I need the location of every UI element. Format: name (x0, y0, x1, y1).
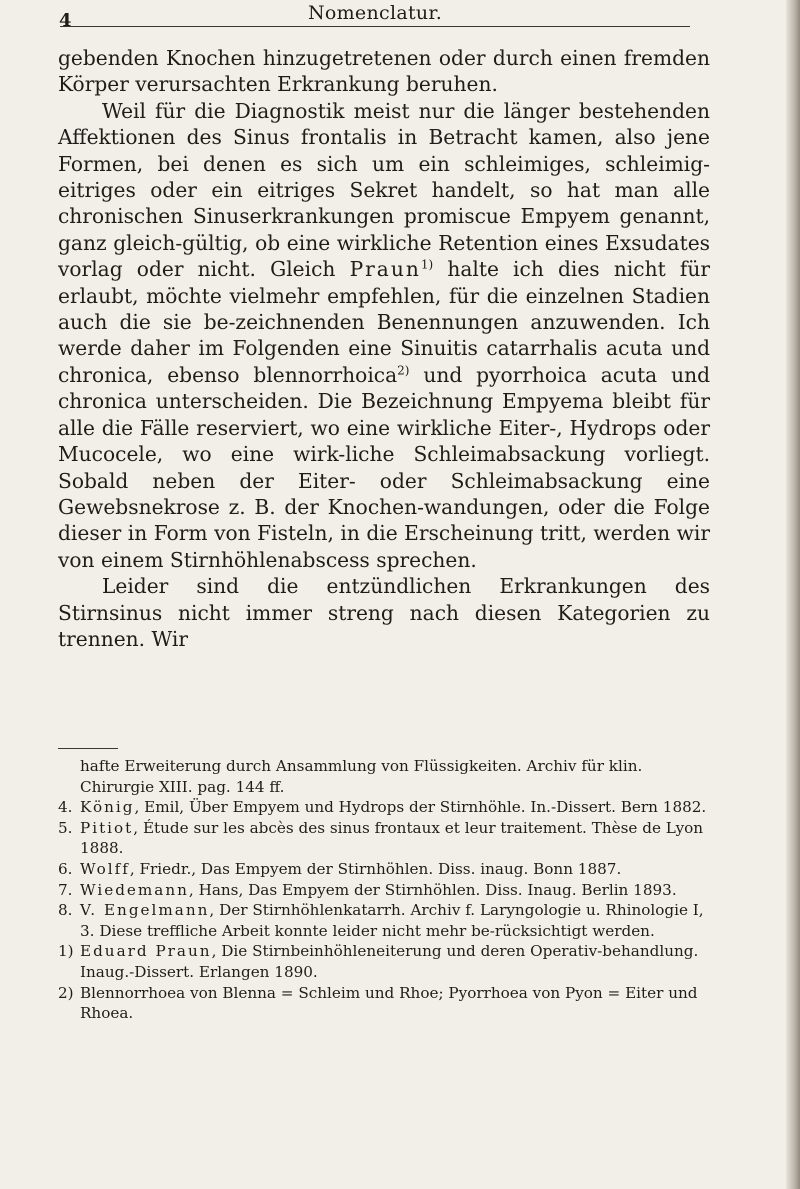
bibliography-item: 4. König, Emil, Über Empyem und Hydrops der Stirnhöhle. In.-Dissert. Bern 1882. (58, 798, 707, 817)
paragraph-text-b: halte ich dies nicht für erlaubt, möchte vielmehr empfehlen, für die einzelnen Stadien auch die sie be-zeichnenden Benennungen anzuwenden. Ich werde daher im Folgenden eine Sinuitis catarrhalis acuta und chronica, ebenso blennorrhoica (58, 257, 711, 387)
author-name: Eduard Praun (80, 942, 212, 961)
footnote-ref-2: 2) (397, 363, 410, 378)
bibliography-continuation: hafte Erweiterung durch Ansammlung von Flüssigkeiten. Archiv für klin. Chirurgie XIII. pag. 144 ff. (80, 757, 643, 796)
footnotes (58, 756, 710, 1024)
footnote-1: 1) Eduard Praun, Die Stirnbeinhöhleneiterung und deren Operativ-behandlung. Inaug.-Dissert. Erlangen 1890. (58, 942, 699, 981)
paragraph-continuation: gebenden Knochen hinzugetretenen oder durch einen fremden Körper verursachten Erkrankung beruhen. (58, 46, 710, 97)
footnote-rule (58, 748, 118, 749)
bibliography-item: 6. Wolff, Friedr., Das Empyem der Stirnhöhlen. Diss. inaug. Bonn 1887. (58, 859, 622, 878)
bibliography-item: 7. Wiedemann, Hans, Das Empyem der Stirnhöhlen. Diss. Inaug. Berlin 1893. (58, 880, 677, 899)
bibliography-item: 8. V. Engelmann, Der Stirnhöhlenkatarrh. Archiv f. Laryngologie u. Rhinologie I, 3. Diese treffliche Arbeit konnte leider nicht mehr be-rücksichtigt werden. (58, 901, 704, 940)
footnote-2: 2) Blennorrhoea von Blenna = Schleim und Rhoe; Pyorrhoea von Pyon = Eiter und Rhoea. (58, 983, 698, 1023)
paragraph-text-a: Weil für die Diagnostik meist nur die länger bestehenden Affektionen des Sinus frontalis in Betracht kamen, also jene Formen, bei denen es sich um ein schleimiges, schleimig-eitriges oder ein eitriges Sekret handelt, so hat man alle chronischen Sinuserkrankungen promiscue Empyem genannt, ganz gleich-gültig, ob eine wirkliche Retention eines Exsudates vorlag oder nicht. Gleich (58, 98, 710, 282)
author-name: Wolff (80, 859, 130, 878)
author-name: Pitiot (80, 818, 134, 837)
author-name: König (80, 798, 135, 817)
paragraph-text-c: und pyorrhoica acuta und chronica unterscheiden. Die Bezeichnung Empyema bleibt für alle die Fälle reserviert, wo eine wirkliche Eiter-, Hydrops oder Mucocele, wo eine wirk-liche Schleimabsackung vorliegt. Sobald neben der Eiter- oder Schleimabsackung eine Gewebsnekrose z. B. der Knochen-wandungen, oder die Folge dieser in Form von Fisteln, in die Erscheinung tritt, werden wir von einem Stirnhöhlenabscess sprechen. (58, 362, 711, 572)
paragraph-nomenclature (58, 98, 710, 573)
header-rule (60, 26, 690, 27)
running-title: Nomenclatur. (307, 2, 443, 24)
author-name-praun: Praun (349, 257, 421, 282)
bibliography-item: 5. Pitiot, Étude sur les abcès des sinus frontaux et leur traitement. Thèse de Lyon 1888. (58, 818, 704, 858)
page-number: 4 (59, 10, 72, 31)
paragraph-categories: Leider sind die entzündlichen Erkrankungen des Stirnsinus nicht immer streng nach diesen Kategorien zu trennen. Wir (58, 574, 710, 651)
author-name: V. Engelmann (80, 901, 210, 920)
footnote-ref-1: 1) (420, 257, 434, 272)
book-spine-edge (786, 0, 800, 1189)
main-text (58, 45, 710, 652)
author-name: Wiedemann (80, 880, 189, 899)
